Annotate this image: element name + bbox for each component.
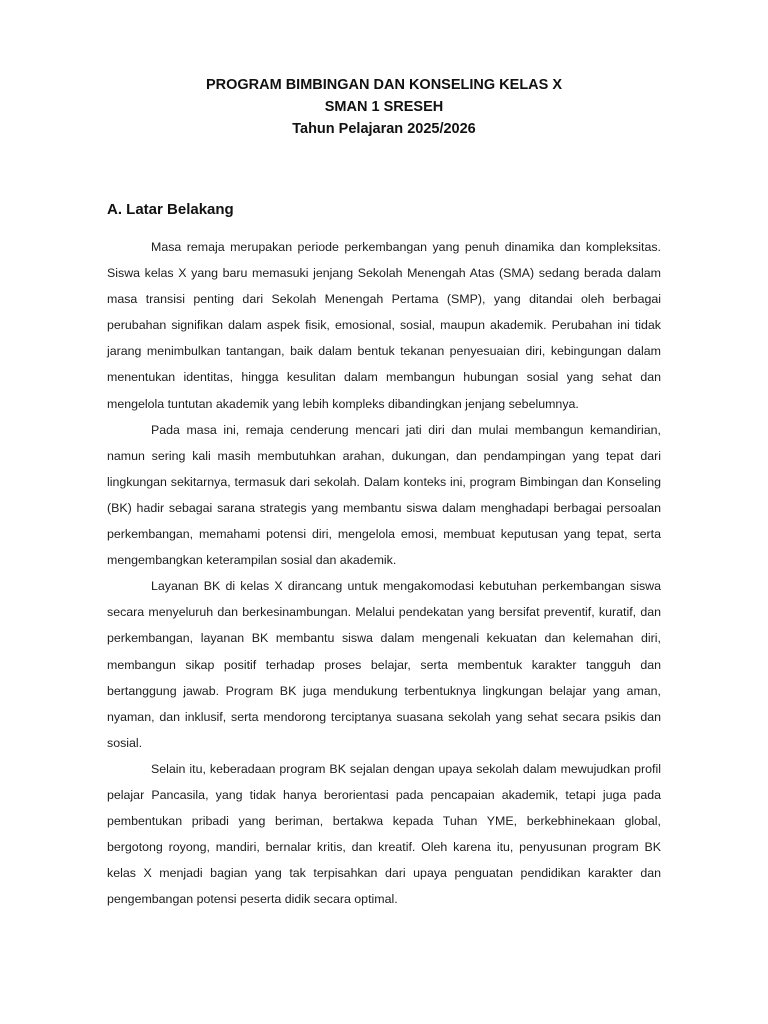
title-line-academic-year: Tahun Pelajaran 2025/2026 [292, 121, 476, 137]
section-body [107, 234, 661, 912]
document-title [0, 74, 768, 140]
paragraph-3: Layanan BK di kelas X dirancang untuk mengakomodasi kebutuhan perkembangan siswa secara menyeluruh dan berkesinambungan. Melalui pendekatan yang bersifat preventif, kuratif, dan perkembangan, layanan BK membantu siswa dalam mengenali kekuatan dan kelemahan diri, membangun sikap positif terhadap proses belajar, serta membentuk karakter tangguh dan bertanggung jawab. Program BK juga mendukung terbentuknya lingkungan belajar yang aman, nyaman, dan inklusif, serta mendorong terciptanya suasana sekolah yang sehat secara psikis dan sosial. [107, 579, 661, 750]
title-line-school: SMAN 1 SRESEH [324, 99, 444, 115]
paragraph-1: Masa remaja merupakan periode perkembangan yang penuh dinamika dan kompleksitas. Siswa kelas X yang baru memasuki jenjang Sekolah Menengah Atas (SMA) sedang berada dalam masa transisi penting dari Sekolah Menengah Pertama (SMP), yang ditandai oleh berbagai perubahan signifikan dalam aspek fisik, emosional, sosial, maupun akademik. Perubahan ini tidak jarang menimbulkan tantangan, baik dalam bentuk tekanan penyesuaian diri, kebingungan dalam menentukan identitas, hingga kesulitan dalam membangun hubungan sosial yang sehat dan mengelola tuntutan akademik yang lebih kompleks dibandingkan jenjang sebelumnya. [107, 240, 661, 411]
title-line-program: PROGRAM BIMBINGAN DAN KONSELING KELAS X [205, 77, 563, 93]
paragraph-4: Selain itu, keberadaan program BK sejalan dengan upaya sekolah dalam mewujudkan profil pelajar Pancasila, yang tidak hanya berorientasi pada pencapaian akademik, tetapi juga pada pembentukan pribadi yang beriman, bertakwa kepada Tuhan YME, berkebhinekaan global, bergotong royong, mandiri, bernalar kritis, dan kreatif. Oleh karena itu, penyusunan program BK kelas X menjadi bagian yang tak terpisahkan dari upaya penguatan pendidikan karakter dan pengembangan potensi peserta didik secara optimal. [107, 761, 661, 907]
paragraph-2: Pada masa ini, remaja cenderung mencari jati diri dan mulai membangun kemandirian, namun sering kali masih membutuhkan arahan, dukungan, dan pendampingan yang tepat dari lingkungan sekitarnya, termasuk dari sekolah. Dalam konteks ini, program Bimbingan dan Konseling (BK) hadir sebagai sarana strategis yang membantu siswa dalam menghadapi berbagai persoalan perkembangan, memahami potensi diri, mengelola emosi, membuat keputusan yang tepat, serta mengembangkan keterampilan sosial dan akademik. [107, 422, 661, 568]
section-heading: A. Latar Belakang [107, 201, 234, 218]
